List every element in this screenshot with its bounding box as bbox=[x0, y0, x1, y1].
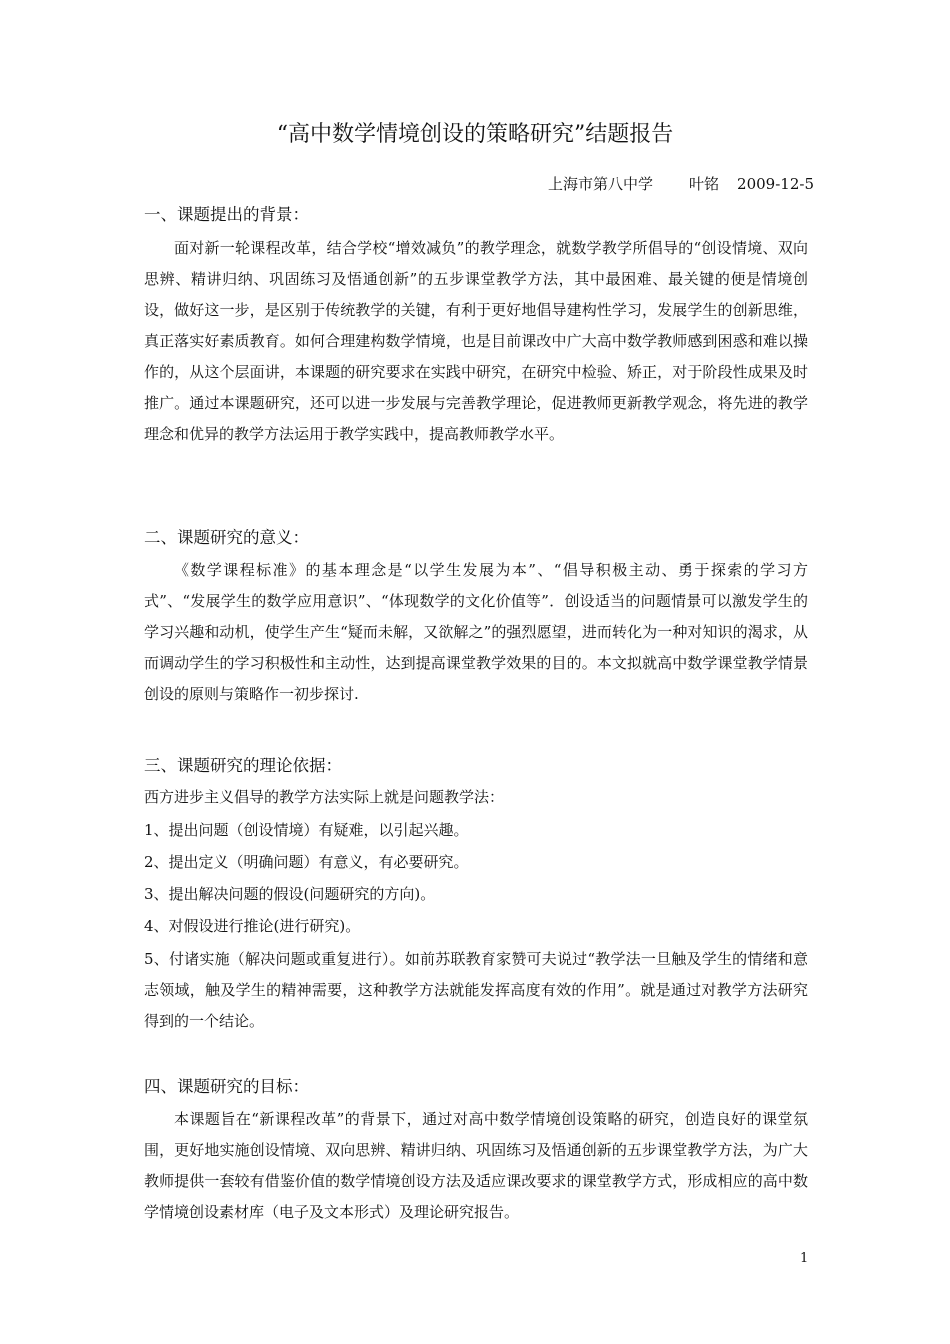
page-number: 1 bbox=[800, 1251, 809, 1266]
list-item: 2、提出定义（明确问题）有意义，有必要研究。 bbox=[144, 853, 469, 871]
section-4-heading: 四、课题研究的目标： bbox=[144, 1077, 309, 1096]
report-date: 2009-12-5 bbox=[737, 175, 814, 193]
list-item: 1、提出问题（创设情境）有疑难，以引起兴趣。 bbox=[144, 821, 469, 839]
list-item: 5、付诸实施（解决问题或重复进行）。如前苏联教育家赞可夫说过“教学法一旦触及学生的情绪和意志领域，触及学生的精神需要，这种教学方法就能发挥高度有效的作用”。就是通过对教学方法研究得到的一个结论。 bbox=[144, 950, 808, 1030]
section-4-paragraph: 本课题旨在“新课程改革”的背景下，通过对高中数学情境创设策略的研究，创造良好的课堂氛围，更好地实施创设情境、双向思辨、精讲归纳、巩固练习及悟通创新的五步课堂教学方法，为广大教师提供一套较有借鉴价值的数学情境创设方法及适应课改要求的课堂教学方式，形成相应的高中数学情境创设素材库（电子及文本形式）及理论研究报告。 bbox=[144, 1110, 808, 1221]
section-3-heading: 三、课题研究的理论依据： bbox=[144, 756, 342, 775]
section-1-heading: 一、课题提出的背景： bbox=[144, 205, 309, 224]
list-item: 3、提出解决问题的假设(问题研究的方向)。 bbox=[144, 885, 436, 903]
author-name: 叶铭 bbox=[689, 175, 720, 193]
section-2-paragraph: 《数学课程标准》的基本理念是“以学生发展为本”、“倡导积极主动、勇于探索的学习方式”、“发展学生的数学应用意识”、“体现数学的文化价值等”．创设适当的问题情景可以激发学生的学习兴趣和动机，使学生产生“疑而未解，又欲解之”的强烈愿望，进而转化为一种对知识的渴求，从而调动学生的学习积极性和主动性，达到提高课堂教学效果的目的。本文拟就高中数学课堂教学情景创设的原则与策略作一初步探讨. bbox=[144, 561, 808, 703]
section-3-intro: 西方进步主义倡导的教学方法实际上就是问题教学法： bbox=[144, 788, 505, 806]
section-2-heading: 二、课题研究的意义： bbox=[144, 528, 309, 547]
document-title: “高中数学情境创设的策略研究”结题报告 bbox=[276, 122, 674, 147]
list-item: 4、对假设进行推论(进行研究)。 bbox=[144, 917, 361, 935]
section-1-paragraph: 面对新一轮课程改革，结合学校“增效减负”的教学理念，就数学教学所倡导的“创设情境、双向思辨、精讲归纳、巩固练习及悟通创新”的五步课堂教学方法，其中最困难、最关键的便是情境创设，做好这一步，是区别于传统教学的关键，有利于更好地倡导建构性学习，发展学生的创新思维，真正落实好素质教育。如何合理建构数学情境，也是目前课改中广大高中数学教师感到困惑和难以操作的，从这个层面讲，本课题的研究要求在实践中研究，在研究中检验、矫正，对于阶段性成果及时推广。通过本课题研究，还可以进一步发展与完善教学理论，促进教师更新教学观念，将先进的教学理念和优异的教学方法运用于教学实践中，提高教师教学水平。 bbox=[144, 239, 808, 443]
school-name: 上海市第八中学 bbox=[548, 175, 654, 193]
author-line bbox=[548, 172, 814, 196]
